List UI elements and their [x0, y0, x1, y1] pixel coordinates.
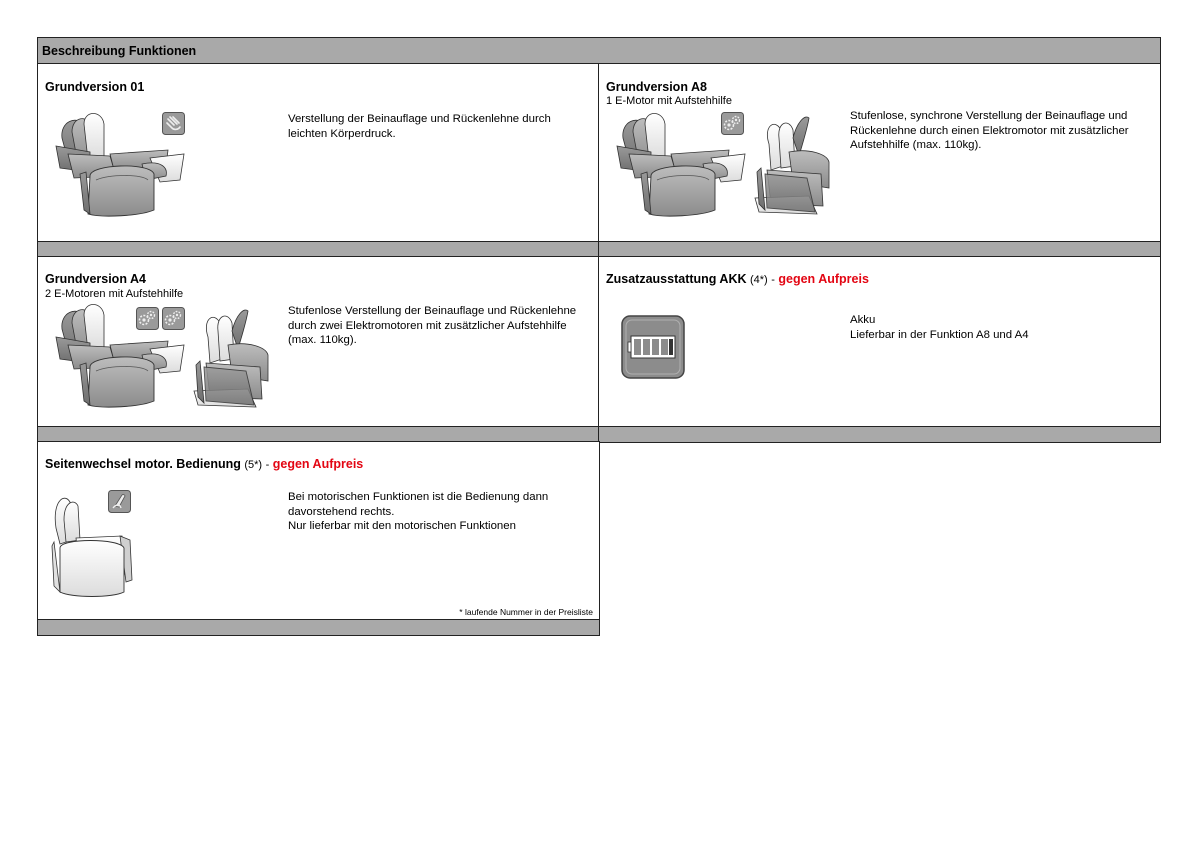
price-ref: (4*) — [750, 274, 768, 286]
dash: - — [265, 459, 270, 471]
section-header-title: Beschreibung Funktionen — [42, 44, 197, 58]
section-header — [37, 37, 1161, 64]
lift-chair-icon — [188, 305, 278, 415]
motor-gear-icon — [162, 307, 186, 331]
price-ref: (5*) — [244, 459, 263, 471]
cell-subtitle: 2 E-Motoren mit Aufstehhilfe — [45, 288, 184, 300]
separator-band — [598, 426, 1161, 443]
cell-grundversion-a4 — [37, 256, 600, 428]
footnote: * laufende Nummer in der Preisliste — [459, 607, 593, 617]
cell-description: Akku Lieferbar in der Funktion A8 und A4 — [850, 314, 1029, 341]
cell-title: Grundversion A4 — [45, 272, 146, 286]
cell-title: Seitenwechsel motor. Bedienung (5*) - gegen Aufpreis — [45, 457, 364, 471]
separator-band — [37, 619, 600, 636]
cell-zusatzausstattung-akk — [598, 256, 1161, 428]
dash: - — [771, 274, 775, 286]
cell-grundversion-a8 — [598, 63, 1161, 243]
surcharge-label: gegen Aufpreis — [778, 272, 869, 286]
manual-adjust-icon — [162, 112, 186, 136]
cell-seitenwechsel — [37, 441, 600, 621]
lift-chair-icon — [749, 112, 839, 222]
cell-description: Stufenlose, synchrone Verstellung der Beinauflage und Rückenlehne durch einen Elektromotor mit zusätzlicher Aufstehhilfe (max. 110kg). — [850, 110, 1129, 152]
cell-title: Grundversion 01 — [45, 80, 145, 94]
cell-title: Zusatzausstattung AKK (4*) - gegen Aufpreis — [606, 272, 869, 286]
surcharge-label: gegen Aufpreis — [272, 457, 364, 471]
cell-description: Verstellung der Beinauflage und Rückenlehne durch leichten Körperdruck. — [288, 113, 551, 140]
cell-description: Stufenlose Verstellung der Beinauflage und Rückenlehne durch zwei Elektromotoren mit zusätzlicher Aufstehhilfe (max. 110kg). — [288, 305, 577, 347]
cell-description: Bei motorischen Funktionen ist die Bedienung dann davorstehend rechts. Nur lieferbar mit den motorischen Funktionen — [288, 491, 549, 533]
motor-gear-icon — [721, 112, 745, 136]
cell-grundversion-01 — [37, 63, 600, 243]
motor-gear-icon — [136, 307, 160, 331]
cell-title: Grundversion A8 — [606, 80, 707, 94]
cell-subtitle: 1 E-Motor mit Aufstehhilfe — [606, 95, 732, 107]
remote-control-icon — [108, 490, 132, 514]
battery-icon — [621, 315, 687, 381]
